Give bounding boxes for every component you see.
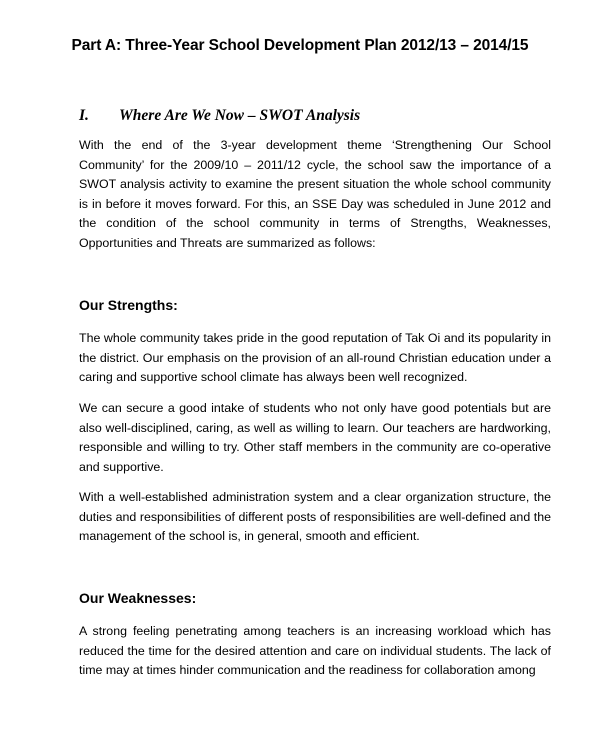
section-heading bbox=[79, 107, 360, 125]
document-title: Part A: Three-Year School Development Plan 2012/13 – 2014/15 bbox=[71, 37, 529, 54]
weaknesses-heading: Our Weaknesses: bbox=[79, 590, 197, 606]
strengths-paragraph-3: With a well-established administration system and a clear organization structure, the duties and responsibilities of different posts of responsibilities are well-defined and the management of the school is, in general, smooth and efficient. bbox=[79, 490, 551, 543]
section-heading-text: Where Are We Now – SWOT Analysis bbox=[119, 107, 361, 124]
strengths-paragraph-2: We can secure a good intake of students who not only have good potentials but are also well-disciplined, caring, as well as willing to learn. Our teachers are hardworking, responsible and willing to try. Other staff members in the community are co-operative and supportive. bbox=[79, 401, 551, 474]
strengths-paragraph-1: The whole community takes pride in the good reputation of Tak Oi and its popularity in the district. Our emphasis on the provision of an all-round Christian education under a caring and supportive school climate has always been well recognized. bbox=[79, 331, 551, 384]
strengths-heading: Our Strengths: bbox=[79, 297, 178, 313]
intro-paragraph: With the end of the 3-year development theme ‘Strengthening Our School Community’ for the 2009/10 – 2011/12 cycle, the school saw the importance of a SWOT analysis activity to examine the present situation the whole school community is in before it moves forward. For this, an SSE Day was scheduled in June 2012 and the condition of the school community in terms of Strengths, Weaknesses, Opportunities and Threats are summarized as follows: bbox=[79, 138, 551, 250]
weaknesses-paragraph-1: A strong feeling penetrating among teachers is an increasing workload which has reduced the time for the desired attention and care on individual students. The lack of time may at times hinder communication and the readiness for collaboration among bbox=[79, 624, 551, 677]
section-numeral: I. bbox=[79, 107, 89, 124]
